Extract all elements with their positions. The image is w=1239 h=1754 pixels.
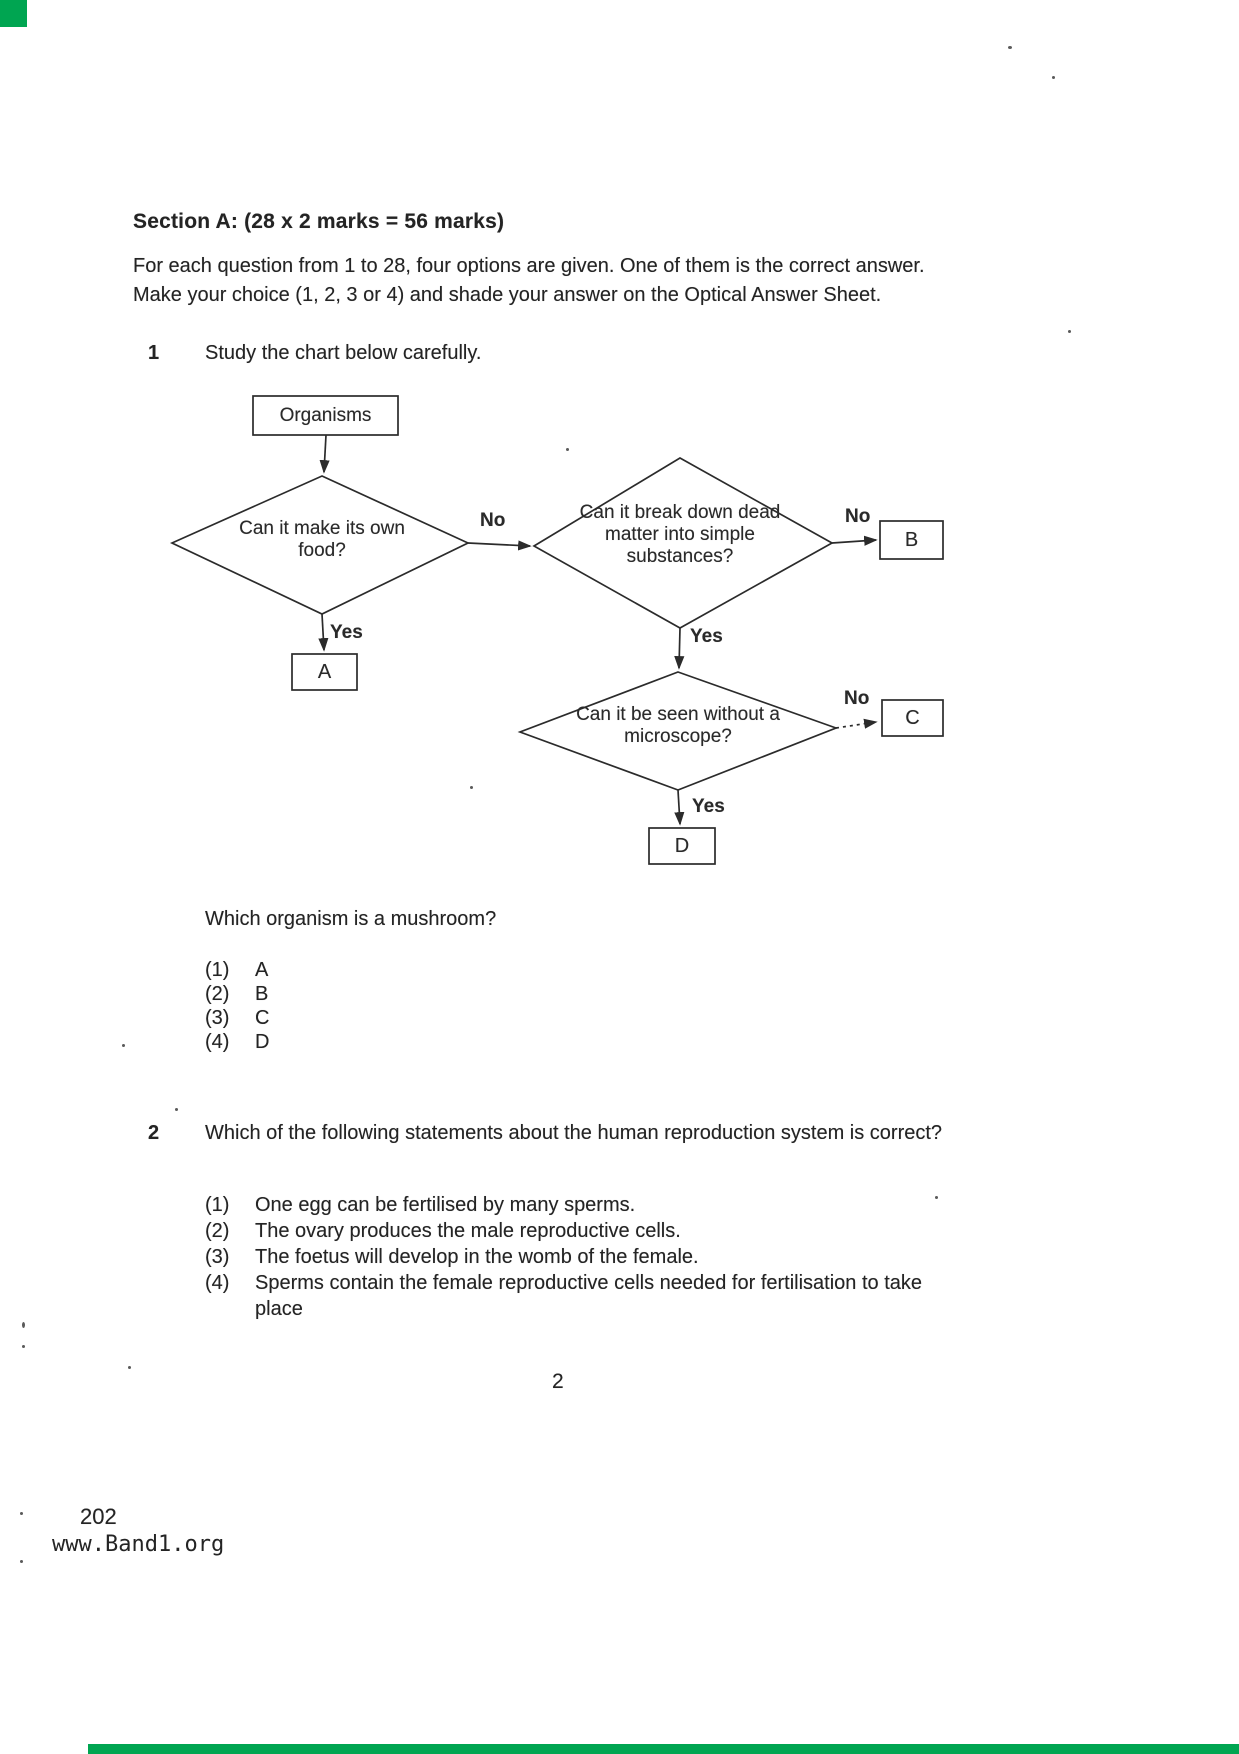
q2-option-4-text: Sperms contain the female reproductive cells needed for fertilisation to take place bbox=[255, 1272, 923, 1320]
footer-url: www.Band1.org bbox=[52, 1532, 225, 1557]
question-2-options bbox=[205, 1192, 960, 1322]
scan-speck bbox=[128, 1366, 131, 1369]
q1-option-2-text: B bbox=[255, 983, 269, 1005]
q1-option-1 bbox=[205, 958, 269, 982]
q1-option-4-text: D bbox=[255, 1031, 270, 1053]
q1-option-1-number: (1) bbox=[205, 959, 230, 981]
q1-option-4 bbox=[205, 1030, 269, 1054]
footer-code: 202 bbox=[80, 1504, 117, 1529]
scan-speck bbox=[20, 1512, 23, 1515]
flowchart-yes-label-3: Yes bbox=[692, 796, 725, 817]
scan-speck bbox=[1008, 46, 1012, 49]
question-1-stem bbox=[148, 342, 988, 365]
q1-option-3 bbox=[205, 1006, 269, 1030]
arrow-no-d1-to-d2 bbox=[468, 543, 530, 546]
scan-speck bbox=[20, 1560, 23, 1563]
q2-option-2 bbox=[205, 1218, 960, 1244]
flowchart-decision-1-label: Can it make its own food? bbox=[239, 518, 405, 561]
q1-option-2 bbox=[205, 982, 269, 1006]
instructions-line-1: For each question from 1 to 28, four options are given. One of them is the correct answer. bbox=[133, 255, 925, 277]
flowchart-result-d-label: D bbox=[674, 835, 690, 857]
flowchart-decision-2-label: Can it break down dead matter into simple substances? bbox=[579, 502, 781, 567]
flowchart-yes-label-2: Yes bbox=[690, 626, 723, 647]
section-instructions bbox=[133, 252, 993, 310]
q2-option-2-text: The ovary produces the male reproductive cells. bbox=[255, 1220, 681, 1242]
flowchart-result-c-label: C bbox=[905, 707, 920, 729]
q1-option-3-number: (3) bbox=[205, 1007, 230, 1029]
scan-speck bbox=[22, 1322, 25, 1328]
question-2-text: Which of the following statements about the human reproduction system is correct? bbox=[205, 1122, 943, 1144]
scan-speck bbox=[1052, 76, 1055, 79]
arrow-yes-d1-to-a bbox=[322, 614, 324, 650]
flowchart-lines bbox=[140, 388, 970, 888]
scan-green-corner-mark bbox=[0, 0, 27, 27]
flowchart-no-label-2: No bbox=[845, 506, 871, 527]
scan-speck bbox=[175, 1108, 178, 1111]
arrow-yes-d2-to-d3 bbox=[679, 628, 680, 668]
q1-option-2-number: (2) bbox=[205, 983, 230, 1005]
q1-option-4-number: (4) bbox=[205, 1031, 230, 1053]
scan-speck bbox=[1068, 330, 1071, 333]
flowchart-no-label-3: No bbox=[844, 688, 870, 709]
flowchart-result-a-label: A bbox=[317, 661, 332, 683]
q2-option-1-text: One egg can be fertilised by many sperms. bbox=[255, 1194, 636, 1216]
question-2-stem bbox=[148, 1122, 1008, 1145]
scan-speck bbox=[22, 1345, 25, 1348]
page-number: 2 bbox=[552, 1370, 564, 1393]
flowchart-start-label: Organisms bbox=[279, 405, 372, 426]
question-1-prompt: Study the chart below carefully. bbox=[205, 342, 482, 364]
q2-option-3 bbox=[205, 1244, 960, 1270]
q2-option-4 bbox=[205, 1270, 960, 1322]
question-1-text: Which organism is a mushroom? bbox=[205, 908, 497, 930]
arrow-no-d3-to-c bbox=[836, 722, 876, 728]
q2-option-2-number: (2) bbox=[205, 1220, 230, 1242]
scan-speck bbox=[122, 1044, 125, 1047]
question-2-number: 2 bbox=[148, 1122, 160, 1144]
flowchart-result-b-label: B bbox=[904, 529, 919, 551]
section-heading: Section A: (28 x 2 marks = 56 marks) bbox=[133, 210, 505, 233]
q2-option-4-number: (4) bbox=[205, 1272, 230, 1294]
q2-option-3-text: The foetus will develop in the womb of the female. bbox=[255, 1246, 699, 1268]
q2-option-1 bbox=[205, 1192, 960, 1218]
arrow-start-to-d1 bbox=[324, 435, 326, 472]
instructions-line-2: Make your choice (1, 2, 3 or 4) and shade your answer on the Optical Answer Sheet. bbox=[133, 284, 882, 306]
scan-green-bottom-bar bbox=[88, 1744, 1239, 1754]
q1-option-1-text: A bbox=[255, 959, 269, 981]
arrow-no-d2-to-b bbox=[832, 540, 876, 543]
question-1-number: 1 bbox=[148, 342, 160, 364]
arrow-yes-d3-to-d bbox=[678, 790, 680, 824]
flowchart-no-label-1: No bbox=[480, 510, 506, 531]
q2-option-1-number: (1) bbox=[205, 1194, 230, 1216]
organism-flowchart bbox=[140, 388, 970, 888]
flowchart-yes-label-1: Yes bbox=[330, 622, 363, 643]
question-1-options bbox=[205, 958, 269, 1054]
flowchart-decision-3-label: Can it be seen without a microscope? bbox=[576, 704, 780, 747]
q1-option-3-text: C bbox=[255, 1007, 270, 1029]
q2-option-3-number: (3) bbox=[205, 1246, 230, 1268]
